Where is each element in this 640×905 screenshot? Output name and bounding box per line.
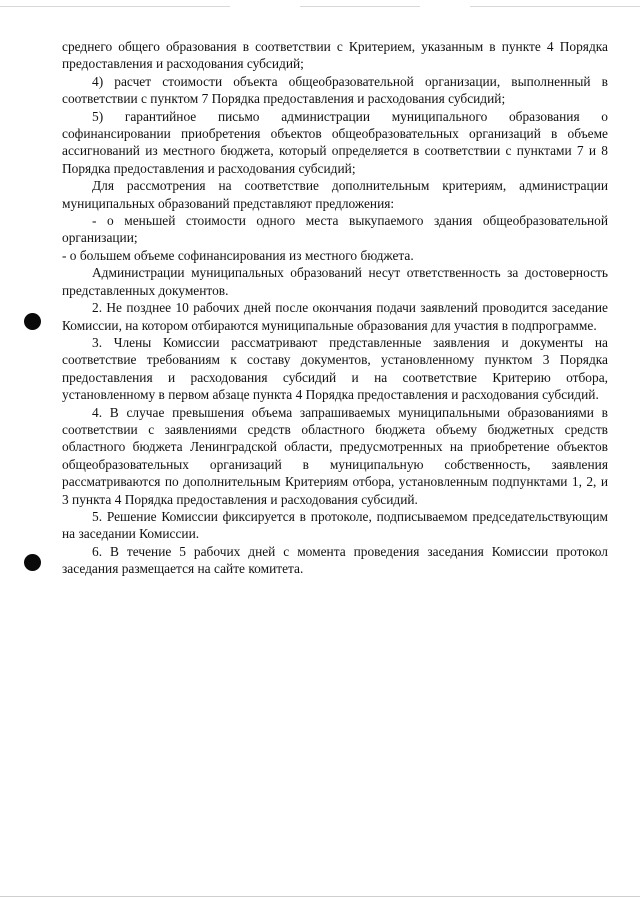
- paragraph-2: 2. Не позднее 10 рабочих дней после окончания подачи заявлений проводится заседание Комиссии, на котором отбираются муниципальные образования для участия в подпрограмме.: [62, 300, 608, 333]
- paragraph-6: 6. В течение 5 рабочих дней с момента проведения заседания Комиссии протокол заседания размещается на сайте комитета.: [62, 543, 608, 577]
- paragraph-4: 4. В случае превышения объема запрашиваемых муниципальными образованиями в соответствии с заявлениями средств областного бюджета объему бюджетных средств областного бюджета Ленинградской области, предусмотренных на приобретение объектов общеобразовательных организаций в муниципальную собственность, заявления рассматриваются по дополнительным Критериям отбора, установленным подпунктами 1, 2, и 3 пункта 4 Порядка предоставления и расходования субсидий.: [62, 404, 608, 507]
- punch-hole-upper: [24, 313, 41, 330]
- paragraph-item-5: 5) гарантийное письмо администрации муниципального образования о софинансировании приобретения объектов общеобразовательных организаций в объеме ассигнований из местного бюджета, который определяется в соответствии с пунктами 7 и 8 Порядка предоставления и расходования субсидий;: [62, 108, 608, 176]
- punch-hole-lower: [24, 554, 41, 571]
- paragraph-5: 5. Решение Комиссии фиксируется в протоколе, подписываемом председательствующим на заседании Комиссии.: [62, 508, 608, 542]
- scan-top-edge: [470, 6, 640, 7]
- scan-top-edge: [0, 6, 230, 7]
- paragraph-continuation: среднего общего образования в соответствии с Критерием, указанным в пункте 4 Порядка предоставления и расходования субсидий;: [62, 39, 608, 72]
- list-item-higher-cofinancing: - о большем объеме софинансирования из местного бюджета.: [62, 247, 414, 263]
- list-item-lower-cost: - о меньшей стоимости одного места выкупаемого здания общеобразовательной организации;: [62, 213, 608, 246]
- paragraph-additional-criteria: Для рассмотрения на соответствие дополнительным критериям, администрации муниципальных образований представляют предложения:: [62, 178, 608, 211]
- document-page: [62, 38, 608, 578]
- paragraph-item-4: 4) расчет стоимости объекта общеобразовательной организации, выполненный в соответствии с пунктом 7 Порядка предоставления и расходования субсидий;: [62, 73, 608, 107]
- scan-top-edge: [300, 6, 420, 7]
- scan-bottom-edge: [0, 896, 640, 897]
- paragraph-3: 3. Члены Комиссии рассматривают представленные заявления и документы на соответствие требованиям к составу документов, установленному пунктом 3 Порядка предоставления и расходования субсидий и на соответствие Критерию отбора, установленному в первом абзаце пункта 4 Порядка предоставления и расходования субсидий.: [62, 334, 608, 403]
- paragraph-responsibility: Администрации муниципальных образований несут ответственность за достоверность представленных документов.: [62, 265, 608, 298]
